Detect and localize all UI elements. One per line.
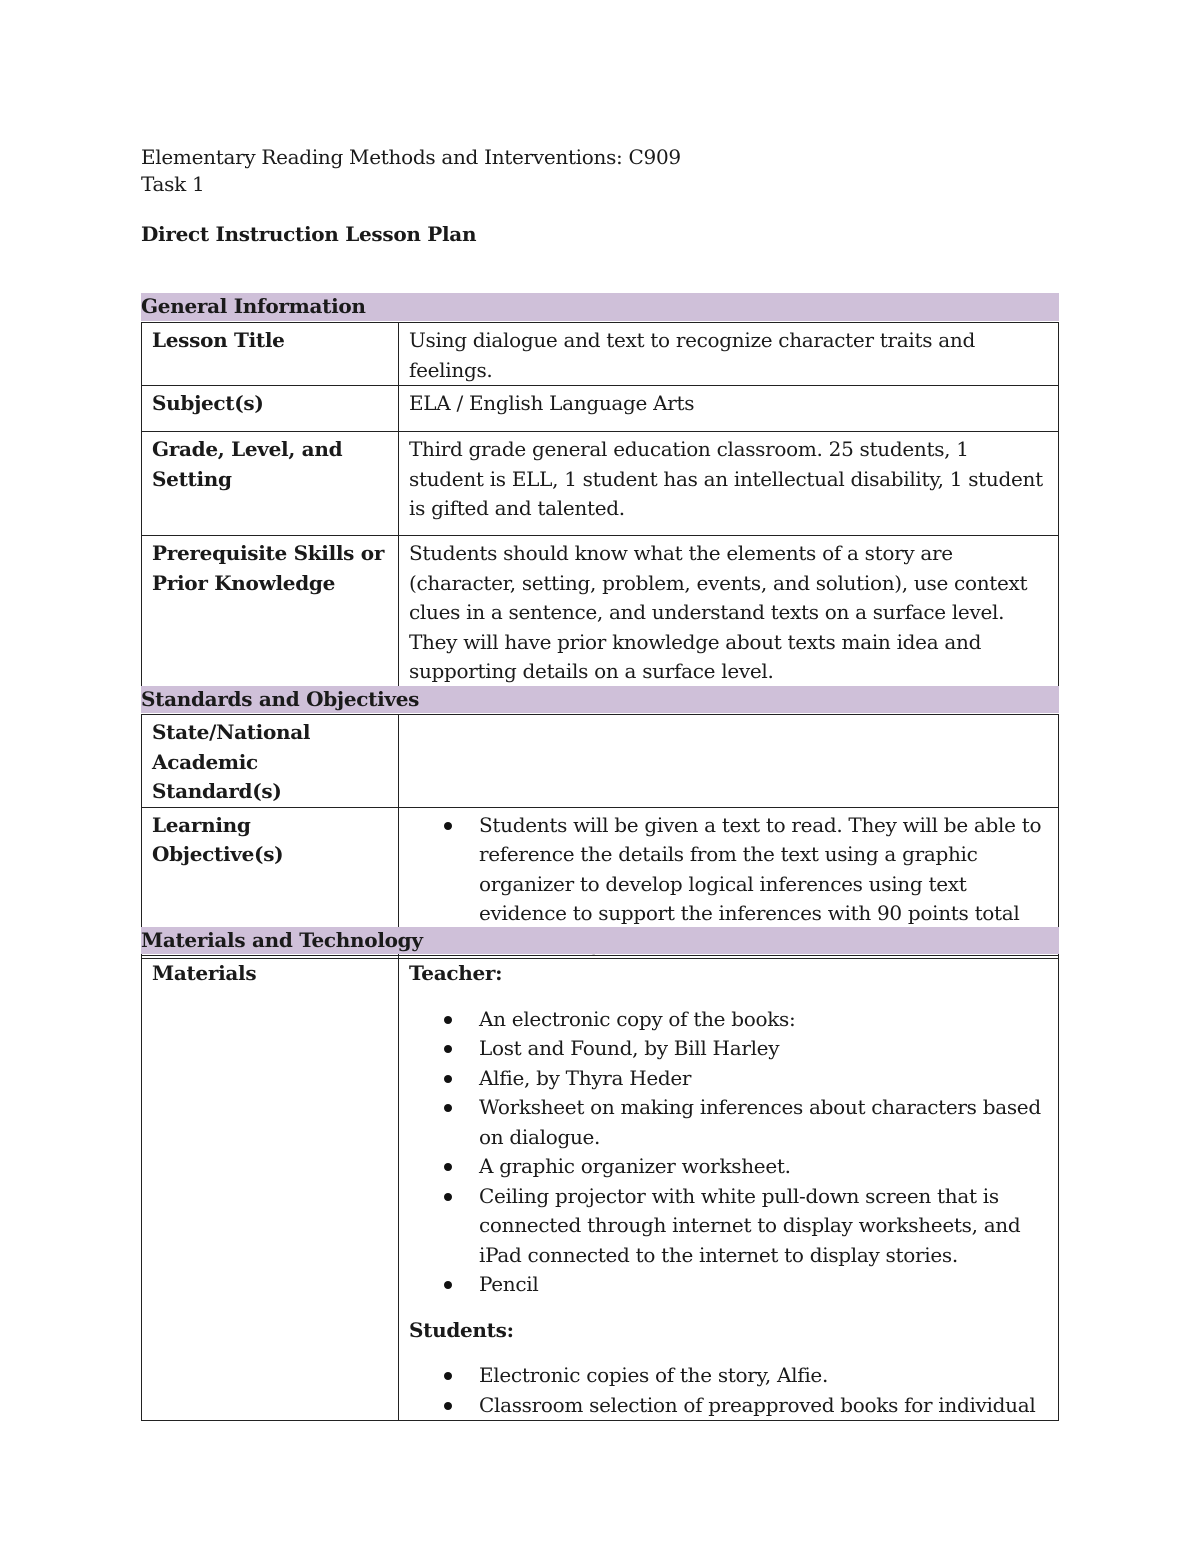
section-materials-technology: Materials and Technology	[141, 927, 1059, 954]
table-row	[142, 386, 1059, 432]
teacher-heading: Teacher:	[409, 961, 503, 985]
list-item: Ceiling projector with white pull-down screen that is connected through internet to display worksheets, and iPad connected to the internet to display stories.	[479, 1182, 1048, 1271]
table-row	[142, 715, 1059, 808]
row-label: Lesson Title	[142, 323, 399, 386]
standards-objectives-table	[141, 714, 1059, 959]
row-label: Materials	[142, 956, 399, 1421]
row-label: Learning Objective(s)	[142, 807, 399, 959]
general-information-table	[141, 322, 1059, 699]
list-item: Classroom selection of preapproved books for individual	[479, 1391, 1048, 1421]
list-item: Lost and Found, by Bill Harley	[479, 1034, 1048, 1064]
row-label: Prerequisite Skills or Prior Knowledge	[142, 536, 399, 699]
list-item: Students will be given a text to read. They will be able to reference the details from the text using a graphic organizer to develop logical inferences using text evidence to support the inferences with 90 points total	[479, 811, 1048, 959]
course-title: Elementary Reading Methods and Interventions: C909	[141, 145, 681, 169]
row-value: Using dialogue and text to recognize character traits and feelings.	[399, 323, 1059, 386]
student-materials-list	[409, 1361, 1048, 1420]
students-heading: Students:	[409, 1317, 514, 1342]
row-value	[399, 715, 1059, 808]
row-value: ELA / English Language Arts	[399, 386, 1059, 432]
table-row	[142, 536, 1059, 699]
row-value: Third grade general education classroom. 25 students, 1 student is ELL, 1 student has an intellectual disability, 1 student is gifted and talented.	[399, 432, 1059, 536]
row-label: Grade, Level, and Setting	[142, 432, 399, 536]
row-value	[399, 956, 1059, 1421]
list-item: Worksheet on making inferences about characters based on dialogue.	[479, 1093, 1048, 1152]
list-item: Electronic copies of the story, Alfie.	[479, 1361, 1048, 1391]
list-item: A graphic organizer worksheet.	[479, 1152, 1048, 1182]
teacher-materials-list	[409, 1005, 1048, 1300]
table-row	[142, 323, 1059, 386]
table-row	[142, 432, 1059, 536]
row-value: Students should know what the elements of a story are (character, setting, problem, events, and solution), use context clues in a sentence, and understand texts on a surface level. They will have prior knowledge about texts main idea and supporting details on a surface level.	[399, 536, 1059, 699]
task-label: Task 1	[141, 172, 205, 196]
section-standards-objectives: Standards and Objectives	[141, 686, 1059, 713]
document-title: Direct Instruction Lesson Plan	[141, 222, 477, 246]
materials-table	[141, 955, 1059, 1421]
row-label: Subject(s)	[142, 386, 399, 432]
list-item: An electronic copy of the books:	[479, 1005, 1048, 1035]
list-item: Alfie, by Thyra Heder	[479, 1064, 1048, 1094]
table-row	[142, 956, 1059, 1421]
list-item: Pencil	[479, 1270, 1048, 1300]
row-label: State/National Academic Standard(s)	[142, 715, 399, 808]
section-general-information: General Information	[141, 293, 1059, 321]
